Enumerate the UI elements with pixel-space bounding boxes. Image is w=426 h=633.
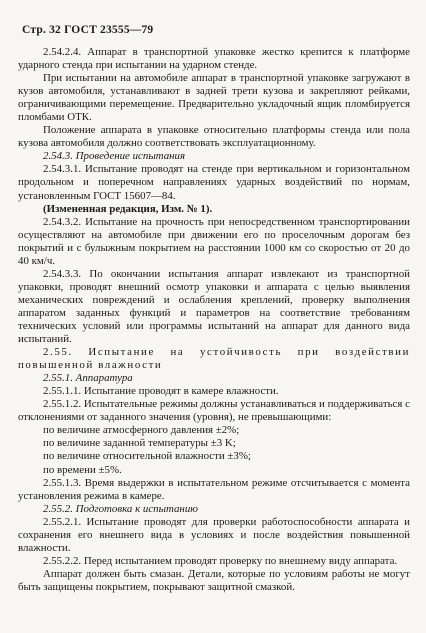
paragraph-2-55-2-1: 2.55.2.1. Испытание проводят для проверки работоспособности аппарата и сохранения его внешнего вида в условиях и после воздействия повышенной влажности. — [18, 515, 410, 554]
page-header: Стр. 32 ГОСТ 23555—79 — [22, 24, 154, 36]
paragraph-2-55-1-3: 2.55.1.3. Время выдержки в испытательном режиме отсчитывается с момента установления режима в камере. — [18, 476, 410, 502]
heading-2-54-3: 2.54.3. Проведение испытания — [43, 150, 186, 163]
paragraph-2-55-1-2: 2.55.1.2. Испытательные режимы должны устанавливаться и поддерживаться с отклонениями от заданного значения (уровня), не превышающими: — [18, 398, 410, 424]
paragraph-2-54-3-3: 2.54.3.3. По окончании испытания аппарат извлекают из транспортной упаковки, проводят внешний осмотр упаковки и аппарата с целью выявления механических повреждений и ослабления креплений, проверку выполнения аппаратом заданных функций и параметров на соответствие требованиям технических условий или программы испытаний на аппарат для данного вида испытаний. — [18, 267, 410, 346]
paragraph-2-54-3-1: 2.54.3.1. Испытание проводят на стенде при вертикальном и горизонтальном продольном и поперечном направлениях ударных воздействий по нормам, установленным ГОСТ 15607—84. — [18, 163, 410, 202]
paragraph-2-54-3-2: 2.54.3.2. Испытание на прочность при непосредственном транспортировании осуществляют на автомобиле при движении его по проселочным дорогам без покрытий и с булыжным покрытием на расстоянии 1000 км со скоростью от 20 до 40 км/ч. — [18, 215, 410, 267]
tolerance-pressure: по величине атмосферного давления ±2%; — [43, 424, 240, 437]
paragraph-vehicle-loading: При испытании на автомобиле аппарат в транспортной упаковке загружают в кузов автомобиля, устанавливают в задней трети кузова и закрепляют рейками, ограничивающими перемещение. Предварительно укладочный ящик пломбируется пломбами ОТК. — [18, 72, 410, 124]
heading-2-55: 2.55. Испытание на устойчивость при воздействии повышенной влажности — [18, 346, 410, 372]
heading-2-55-1: 2.55.1. Аппаратура — [43, 372, 133, 385]
paragraph-lubrication: Аппарат должен быть смазан. Детали, которые по условиям работы не могут быть защищены покрытием, покрывают защитной смазкой. — [18, 567, 410, 593]
paragraph-2-55-1-1: 2.55.1.1. Испытание проводят в камере влажности. — [43, 385, 279, 398]
paragraph-position: Положение аппарата в упаковке относительно платформы стенда или пола кузова автомобиля должно соответствовать эксплуатационному. — [18, 124, 410, 150]
amendment-note: (Измененная редакция, Изм. № 1). — [43, 202, 213, 215]
tolerance-time: по времени ±5%. — [43, 463, 122, 476]
heading-2-55-2: 2.55.2. Подготовка к испытанию — [43, 502, 198, 515]
paragraph-2-55-2-2: 2.55.2.2. Перед испытанием проводят проверку по внешнему виду аппарата. — [43, 554, 398, 567]
tolerance-temperature: по величине заданной температуры ±3 K; — [43, 437, 236, 450]
paragraph-2-54-2-4: 2.54.2.4. Аппарат в транспортной упаковке жестко крепится к платформе ударного стенда при испытании на ударном стенде. — [18, 46, 410, 72]
document-body — [18, 46, 410, 594]
tolerance-humidity: по величине относительной влажности ±3%; — [43, 450, 251, 463]
